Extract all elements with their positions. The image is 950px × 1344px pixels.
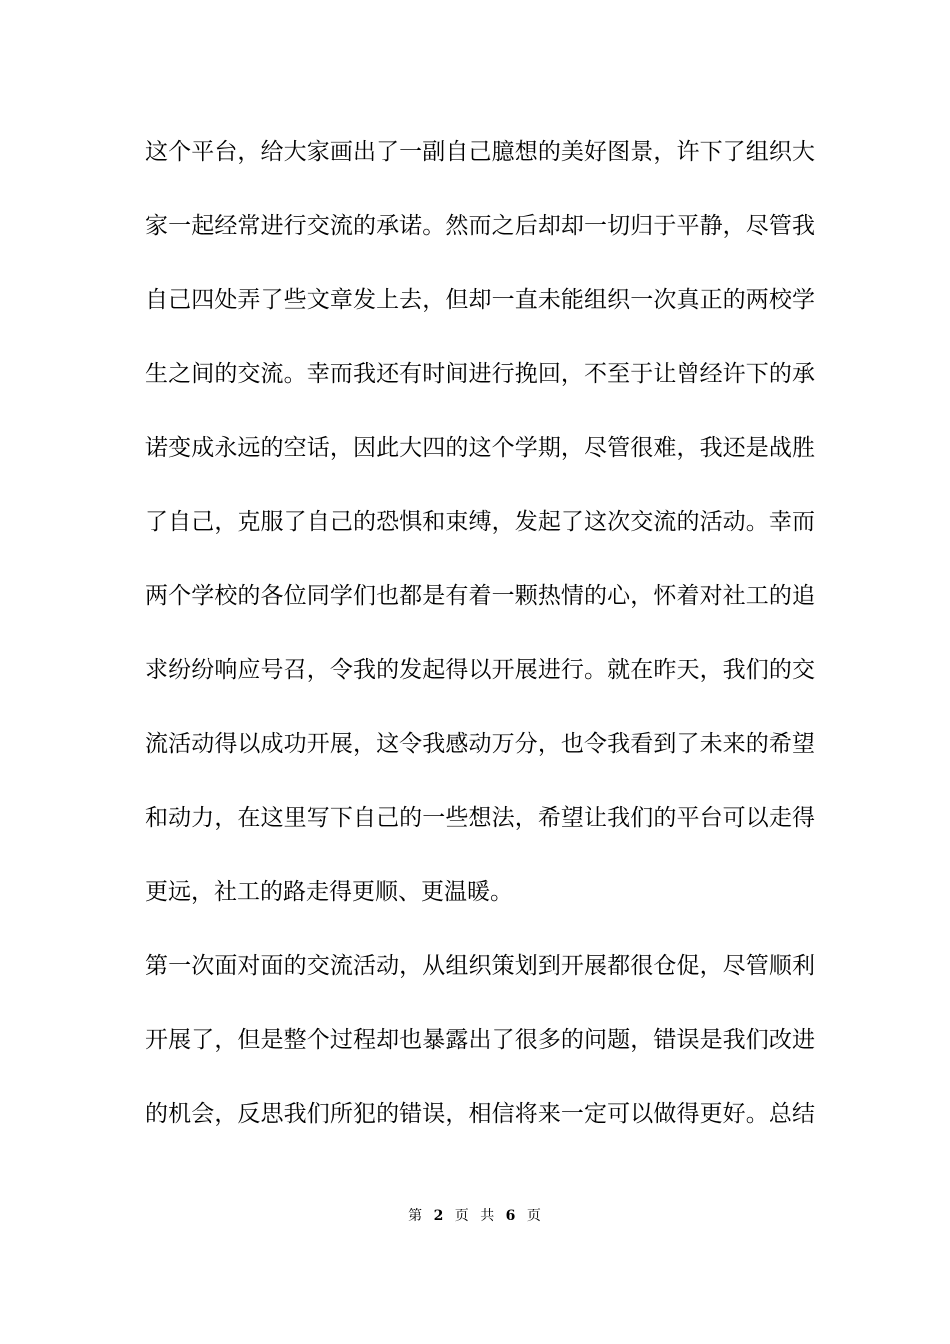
text-line: 开展了，但是整个过程却也暴露出了很多的问题，错误是我们改进 bbox=[145, 1027, 815, 1053]
text-line: 两个学校的各位同学们也都是有着一颗热情的心，怀着对社工的追 bbox=[145, 583, 815, 609]
text-line: 生之间的交流。幸而我还有时间进行挽回，不至于让曾经许下的承 bbox=[145, 361, 815, 387]
text-line: 了自己，克服了自己的恐惧和束缚，发起了这次交流的活动。幸而 bbox=[145, 509, 815, 535]
body-text bbox=[145, 128, 815, 1164]
current-page-number: 2 bbox=[433, 1208, 445, 1224]
text-line: 求纷纷响应号召，令我的发起得以开展进行。就在昨天，我们的交 bbox=[145, 657, 815, 683]
footer-middle: 页 共 bbox=[454, 1208, 496, 1224]
page-footer bbox=[0, 1206, 950, 1226]
text-line: 第一次面对面的交流活动，从组织策划到开展都很仓促，尽管顺利 bbox=[145, 953, 815, 979]
text-line: 的机会，反思我们所犯的错误，相信将来一定可以做得更好。总结 bbox=[145, 1101, 815, 1127]
paragraph-end-line: 更远，社工的路走得更顺、更温暖。 bbox=[145, 879, 513, 905]
text-line: 和动力，在这里写下自己的一些想法，希望让我们的平台可以走得 bbox=[145, 805, 815, 831]
text-line: 流活动得以成功开展，这令我感动万分，也令我看到了未来的希望 bbox=[145, 731, 815, 757]
text-line: 诺变成永远的空话，因此大四的这个学期，尽管很难，我还是战胜 bbox=[145, 435, 815, 461]
text-line: 家一起经常进行交流的承诺。然而之后却却一切归于平静，尽管我 bbox=[145, 213, 815, 239]
text-line: 自己四处弄了些文章发上去，但却一直未能组织一次真正的两校学 bbox=[145, 287, 815, 313]
footer-suffix: 页 bbox=[526, 1208, 542, 1224]
footer-prefix: 第 bbox=[408, 1208, 424, 1224]
text-line: 这个平台，给大家画出了一副自己臆想的美好图景，许下了组织大 bbox=[145, 139, 815, 165]
total-page-count: 6 bbox=[505, 1208, 517, 1224]
